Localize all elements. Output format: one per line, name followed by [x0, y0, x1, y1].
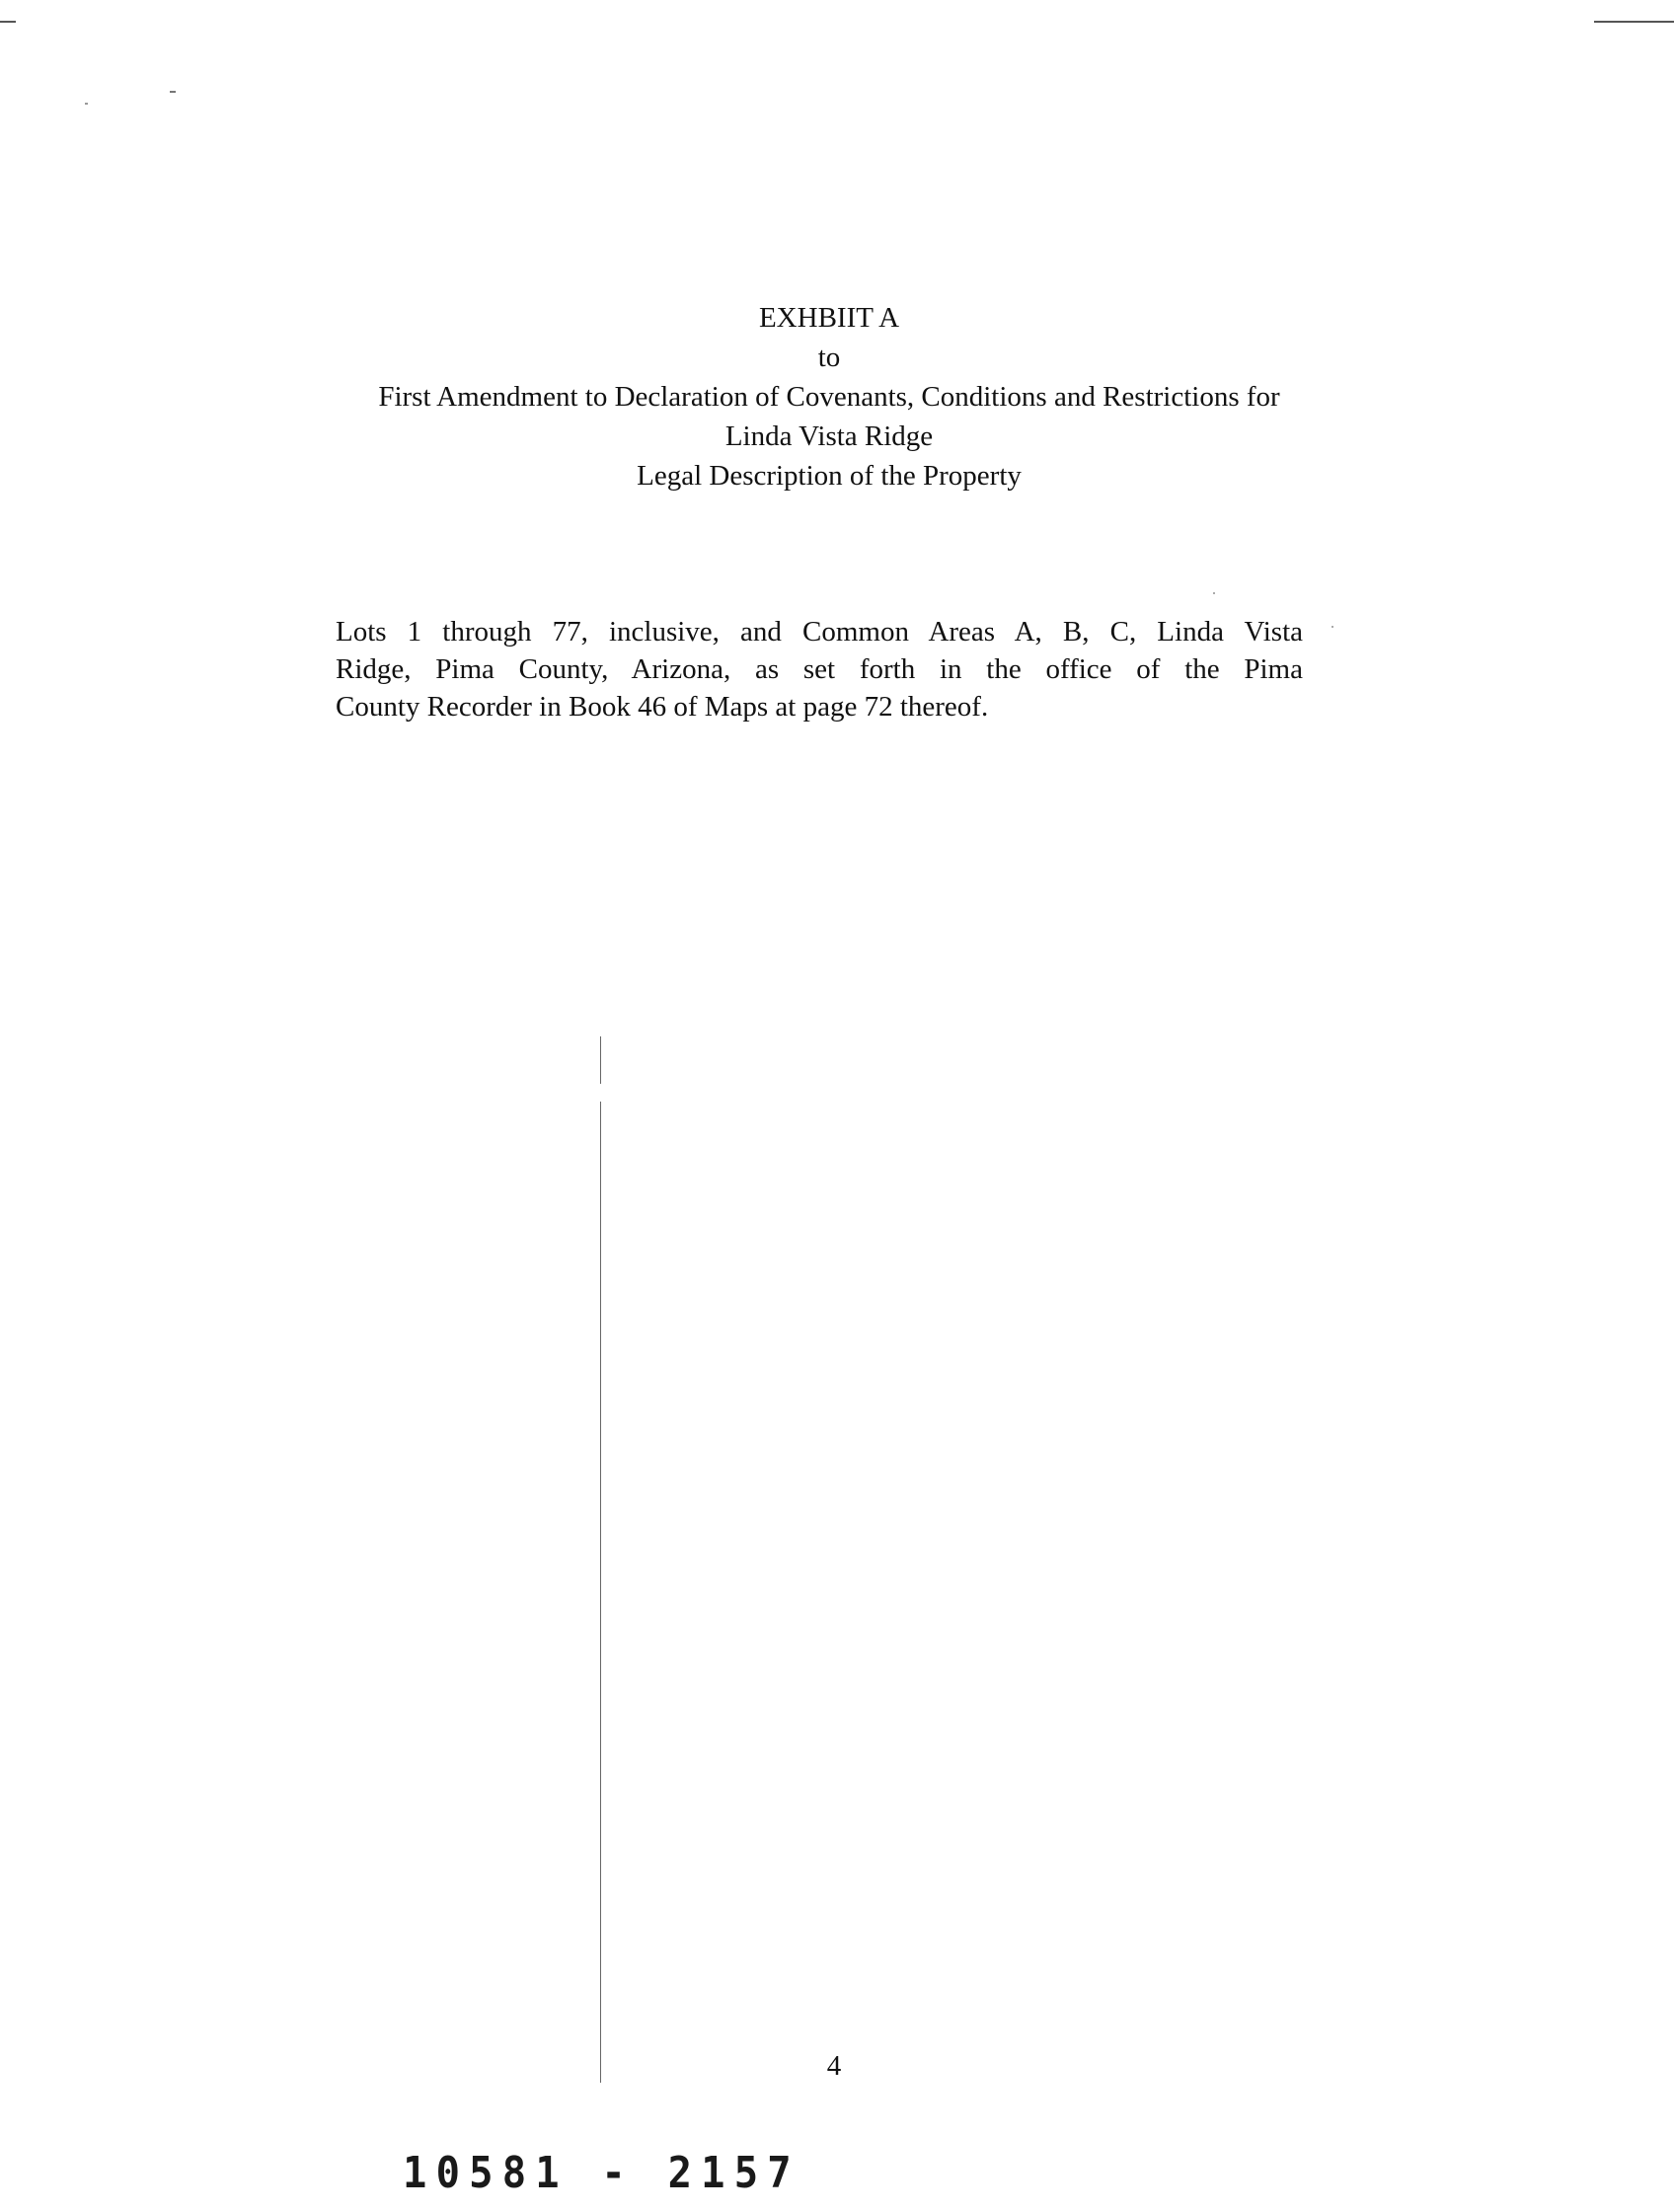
scan-speck	[170, 91, 176, 93]
exhibit-connector: to	[817, 342, 841, 373]
legal-description-line: County Recorder in Book 46 of Maps at page 72 thereof.	[336, 691, 989, 723]
legal-description-line: Ridge, Pima County, Arizona, as set forth in the office of the Pima	[336, 653, 1303, 685]
exhibit-subtitle: Legal Description of the Property	[637, 460, 1022, 492]
recorder-stamp: 10581 - 2157	[403, 2148, 800, 2198]
scan-speck	[1213, 592, 1215, 594]
exhibit-heading	[237, 298, 1421, 496]
page-number: 4	[826, 2050, 842, 2082]
scan-binding-line	[600, 1036, 601, 2083]
exhibit-title: EXHBIIT A	[758, 302, 900, 334]
scan-speck	[1332, 626, 1333, 628]
document-title: First Amendment to Declaration of Covenants, Conditions and Restrictions for	[378, 381, 1280, 413]
subdivision-name: Linda Vista Ridge	[724, 420, 934, 452]
scan-mark-top-left	[0, 21, 16, 23]
scan-mark-top-right	[1594, 21, 1674, 23]
legal-description-line: Lots 1 through 77, inclusive, and Common Areas A, B, C, Linda Vista	[336, 616, 1303, 648]
scan-binding-gap	[598, 1084, 603, 1102]
legal-description-paragraph	[336, 613, 1303, 725]
scan-speck	[85, 103, 88, 105]
